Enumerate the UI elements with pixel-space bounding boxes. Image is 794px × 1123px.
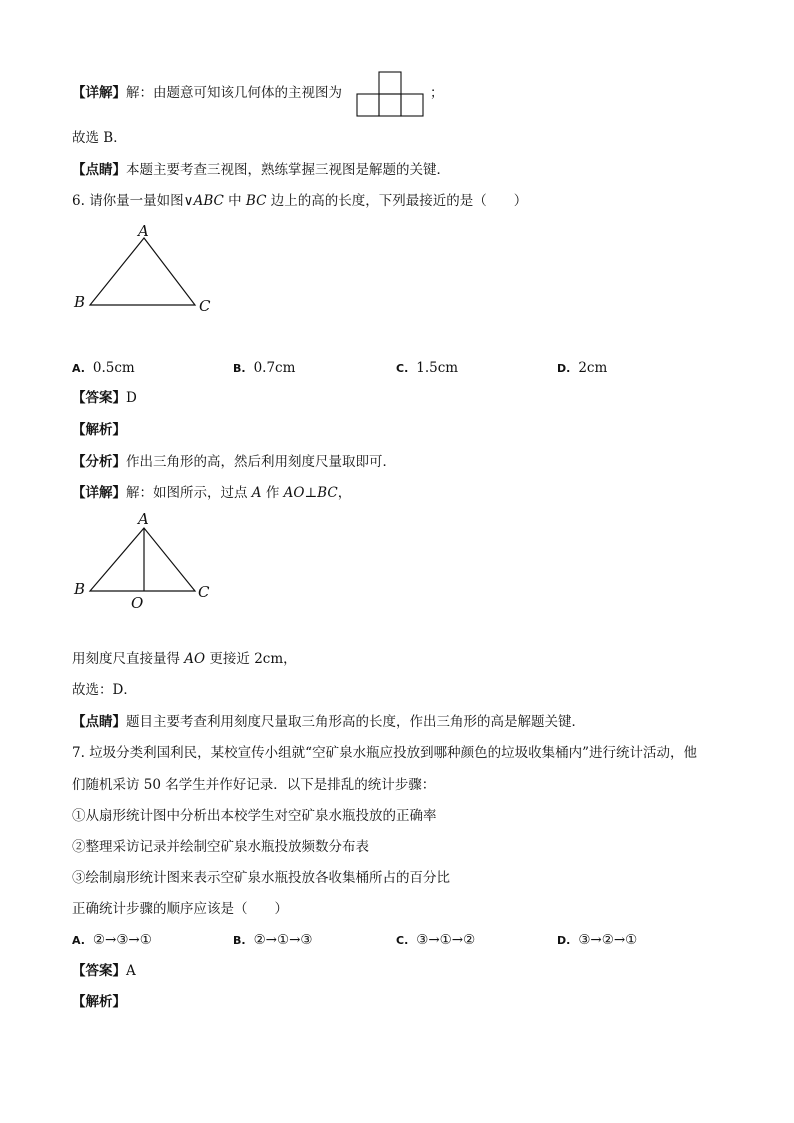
q7-option-b: B. ②→①→③: [233, 932, 313, 948]
q6-number: 6.: [72, 193, 85, 209]
q6-answer-line: [72, 388, 137, 408]
q5-choose-line: 故选 B．: [72, 130, 127, 146]
analyze-tag: 【分析】: [72, 454, 126, 470]
q5-comment-text: 本题主要考查三视图，熟练掌握三视图是解题的关键．: [126, 162, 450, 178]
q5-detail-text: 解：由题意可知该几何体的主视图为: [126, 85, 342, 101]
label-c: C: [199, 297, 211, 315]
q7-stem-line2: 们随机采访 50 名学生并作好记录．以下是排乱的统计步骤：: [72, 777, 436, 793]
front-view-figure: [356, 71, 424, 117]
q6-stem-a: 请你量一量如图∨: [89, 193, 194, 209]
q6-answer: D: [126, 390, 137, 406]
answer-tag: 【答案】: [72, 963, 126, 979]
q5-detail-line: [72, 83, 342, 103]
q7-option-c: C. ③→①→②: [396, 932, 476, 948]
triangle-abc: [90, 238, 195, 305]
q7-step-1: ①从扇形统计图中分析出本校学生对空矿泉水瓶投放的正确率: [72, 808, 437, 824]
label-b: B: [74, 580, 86, 598]
label-b: B: [74, 293, 86, 311]
q7-stem-1: 垃圾分类利国利民，某校宣传小组就“空矿泉水瓶应投放到哪种颜色的垃圾收集桶内”进行统计活动，他: [89, 745, 697, 761]
q6-stem-bc: BC: [245, 193, 267, 209]
q7-answer-line: [72, 961, 136, 981]
front-view-bottom-left-square: [357, 94, 379, 116]
q6-stem-c: 边上的高的长度，下列最接近的是（ ）: [266, 193, 528, 209]
q7-number: 7.: [72, 745, 85, 761]
triangle-figure-2: [70, 508, 220, 613]
q6-detail-line: 【详解】解：如图所示，过点 A 作 AO⊥BC，: [72, 485, 352, 501]
q6-option-c: C. 1.5cm: [396, 360, 459, 376]
front-view-bottom-middle-square: [379, 94, 401, 116]
q7-step-3: ③绘制扇形统计图来表示空矿泉水瓶投放各收集桶所占的百分比: [72, 870, 450, 886]
q6-comment-text: 题目主要考查利用刻度尺量取三角形高的长度，作出三角形的高是解题关键．: [126, 714, 585, 730]
q6-stem-b: 中: [223, 193, 246, 209]
q6-option-a: A. 0.5cm: [72, 360, 135, 376]
q6-choose-line: 故选：D．: [72, 682, 137, 698]
label-c: C: [198, 583, 210, 601]
q6-option-b: B. 0.7cm: [233, 360, 296, 376]
q7-step-2: ②整理采访记录并绘制空矿泉水瓶投放频数分布表: [72, 839, 369, 855]
q6-comment-line: [72, 712, 585, 732]
q5-comment-line: [72, 160, 450, 180]
q6-analyze-text: 作出三角形的高，然后利用刻度尺量取即可．: [126, 454, 396, 470]
q6-analyze-line: [72, 452, 396, 472]
q7-answer: A: [126, 963, 136, 979]
triangle-figure-1: [70, 220, 220, 320]
q6-stem-abc: ABC: [193, 193, 224, 209]
front-view-top-square: [379, 72, 401, 94]
label-o: O: [131, 594, 144, 612]
q6-measure-line: 用刻度尺直接量得 AO 更接近 2cm，: [72, 651, 297, 667]
comment-tag: 【点睛】: [72, 714, 126, 730]
comment-tag: 【点睛】: [72, 162, 126, 178]
q7-analysis-tag: 【解析】: [72, 994, 126, 1010]
q6-option-d: D. 2cm: [557, 360, 608, 376]
q7-stem-line1: [72, 743, 697, 763]
q6-analysis-tag: 【解析】: [72, 422, 126, 438]
q7-option-a: A. ②→③→①: [72, 932, 152, 948]
triangle-abc-with-height: [90, 528, 195, 591]
detail-tag: 【详解】: [72, 485, 126, 501]
label-a: A: [138, 510, 149, 528]
q7-question: 正确统计步骤的顺序应该是（ ）: [72, 901, 288, 917]
q6-stem: [72, 191, 527, 211]
q7-option-d: D. ③→②→①: [557, 932, 638, 948]
q5-detail-end: ；: [430, 85, 444, 101]
detail-tag: 【详解】: [72, 85, 126, 101]
front-view-bottom-right-square: [401, 94, 423, 116]
answer-tag: 【答案】: [72, 390, 126, 406]
label-a: A: [138, 222, 149, 240]
